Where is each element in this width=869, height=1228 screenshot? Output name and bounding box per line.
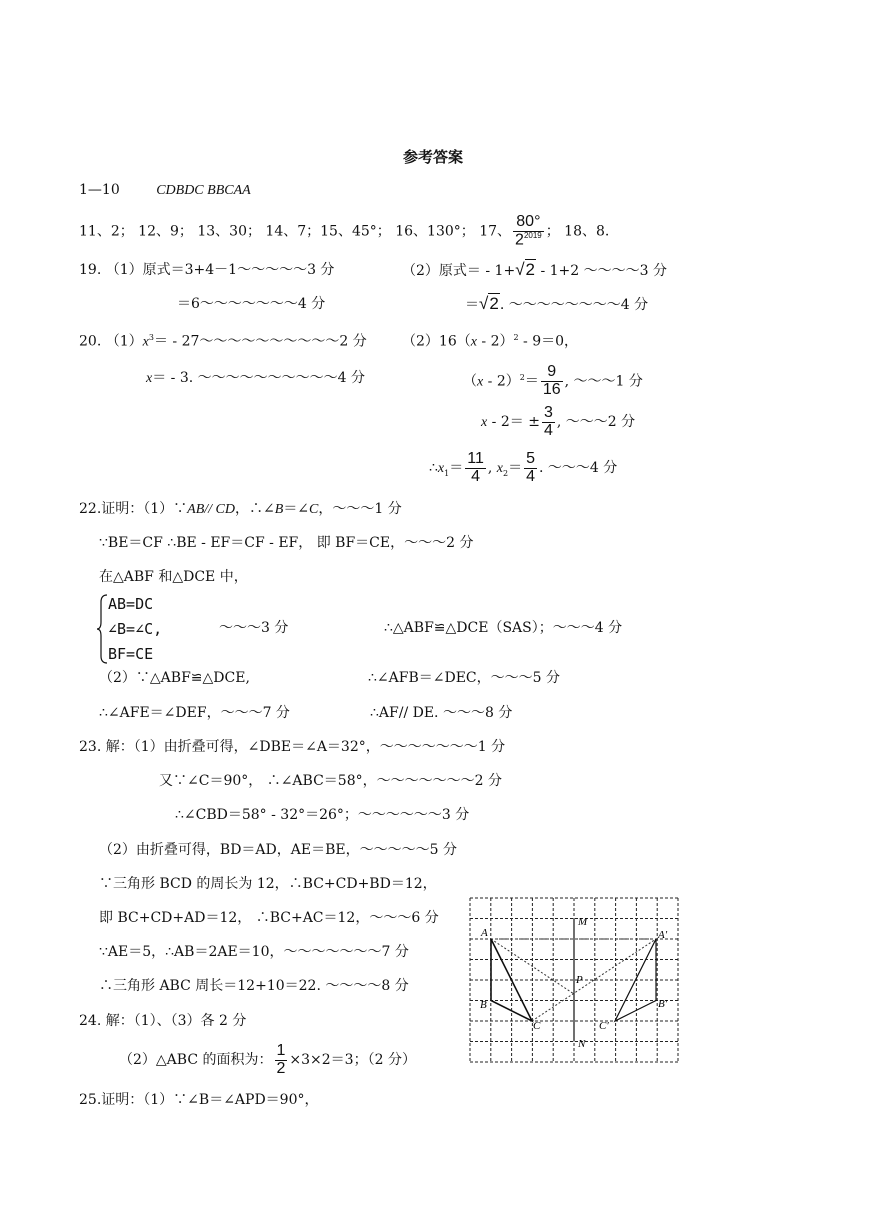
q19-part1-result: ＝6～～～～～～～4 分	[177, 296, 326, 312]
page-title: 参考答案	[403, 148, 464, 166]
q23-line-7: ∵AE＝5，∴AB＝2AE＝10，～～～～～～～7 分	[99, 944, 409, 960]
q20-step-3: $\therefore x_1=$ $\frac{11}{4}$ , $x_2=$ $\frac{5}{4}$ . ～～～4 分	[429, 449, 618, 485]
q22-part2-c: ∴∠AFE＝∠DEF，～～～7 分	[99, 705, 290, 721]
q19-part2-result: ＝√2. ～～～～～～～～4 分	[465, 294, 649, 313]
q22-part2-d: ∴AF// DE. ～～～8 分	[370, 705, 513, 721]
q23-line-3: ∴∠CBD＝58° - 32°＝26°；～～～～～～3 分	[175, 807, 470, 823]
q23-line-1: 23. 解：（1）由折叠可得，∠DBE＝∠A＝32°，～～～～～～～1 分	[79, 739, 506, 755]
label-M: M	[578, 916, 588, 928]
q23-line-6: 即 BC+CD+AD＝12， ∴BC+AC＝12，～～～6 分	[99, 910, 439, 926]
q22-line-2: ∵BE＝CF ∴BE - EF＝CF - EF， 即 BF＝CE，～～～2 分	[99, 535, 474, 551]
q19-part2: （2）原式＝ - 1+√2 - 1+2 ～～～～3 分	[402, 260, 667, 279]
fraction-17: $\frac{80^\circ}{2^{2019}}$	[515, 213, 542, 249]
answer-line-11-18: 11、2； 12、9； 13、30； 14、7；15、45°； 16、130°； 17、 $\frac{80^\circ}{2^{2019}}$ ； 18、8.	[79, 213, 610, 249]
label-A: A	[481, 927, 488, 939]
equation-system: AB=DC ∠B=∠C, BF=CE	[108, 595, 163, 663]
q20-part1-result: x＝ - 3. ～～～～～～～～～～4 分	[146, 370, 366, 386]
answer-line-1-10: 1—10 CDBDC BBCAA	[79, 182, 251, 198]
grid-figure	[469, 897, 681, 1069]
q20-step-2: x - 2＝ ± $\frac{3}{4}$ , ～～～2 分	[481, 403, 636, 439]
q23-line-5: ∵三角形 BCD 的周长为 12，∴BC+CD+BD＝12，	[99, 876, 437, 892]
q24-line-1: 24. 解：（1）、（3）各 2 分	[79, 1013, 247, 1029]
reflection-diagram	[469, 897, 681, 1065]
q22-part2-a: （2）∵△ABF≌△DCE,	[99, 670, 250, 686]
label-P: P	[576, 974, 583, 986]
q20-part1: 20. $(1)x^3=$ - 27～～～～～～～～～～2 分	[79, 333, 367, 350]
q23-line-8: ∴三角形 ABC 周长＝12+10＝22. ～～～～8 分	[99, 978, 409, 994]
q22-line-1: 22.证明：（1）∵AB// CD，∴∠B＝∠C，～～～1 分	[79, 501, 402, 517]
q19-part1: 19. （1）原式＝3+4－1～～～～～3 分	[79, 262, 335, 278]
label-N: N	[578, 1038, 586, 1050]
q24-line-2: （2）△ABC 的面积为： $\frac{1}{2}$ ×3×2＝3；（2 分）	[119, 1041, 416, 1077]
q20-part2: （2）16（x - 2）$^2$ - 9＝0，	[402, 333, 579, 350]
q22-line-3: 在△ABF 和△DCE 中，	[99, 569, 248, 585]
label-B-prime: B′	[658, 998, 668, 1010]
q25-line-1: 25.证明：（1）∵∠B＝∠APD＝90°，	[79, 1092, 319, 1108]
label-C-prime: C′	[599, 1020, 609, 1032]
q20-step-1: （x - 2）$^2$＝ $\frac{9}{16}$ , ～～～1 分	[463, 363, 643, 399]
q22-step-3: ～～～3 分	[219, 620, 289, 636]
label-C: C	[533, 1020, 541, 1032]
label-A-prime: A′	[658, 929, 668, 941]
label-B: B	[480, 999, 487, 1011]
q23-line-2: 又∵∠C＝90°， ∴∠ABC＝58°，～～～～～～～2 分	[159, 773, 502, 789]
q22-step-4: ∴△ABF≌△DCE（SAS）；～～～4 分	[384, 620, 623, 636]
q23-line-4: （2）由折叠可得，BD＝AD，AE＝BE，～～～～～5 分	[99, 842, 457, 858]
q22-part2-b: ∴∠AFB＝∠DEC，～～～5 分	[368, 670, 560, 686]
